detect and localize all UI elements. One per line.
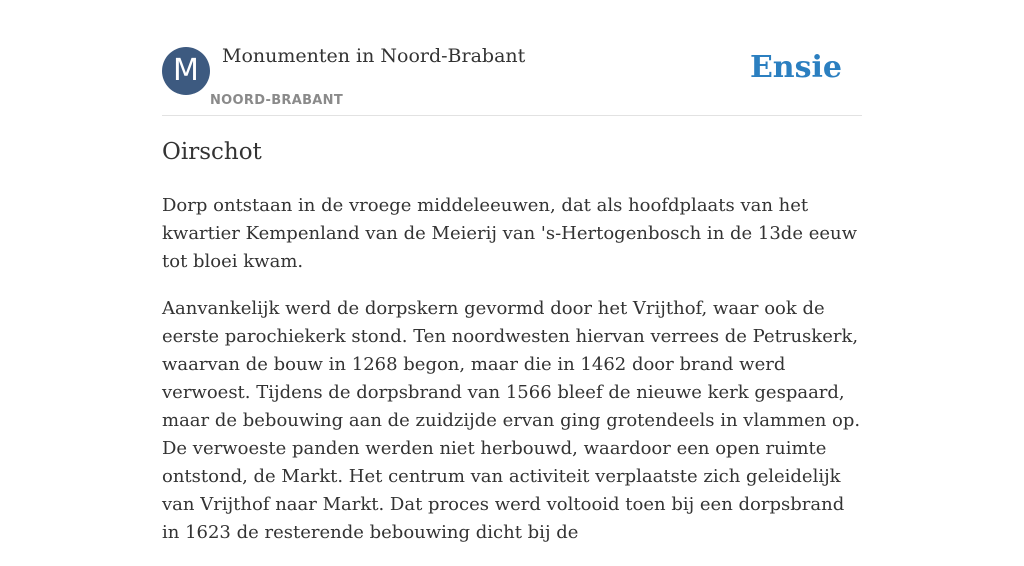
article-title: Oirschot xyxy=(162,139,262,165)
paragraph: Dorp ontstaan in de vroege middeleeuwen, dat als hoofdplaats van het kwartier Kempenland van de Meierij van 's-Hertogenbosch in de 13de eeuw tot bloei kwam. xyxy=(162,195,858,272)
brand-logo[interactable]: Ensie xyxy=(749,50,842,85)
source-title-link[interactable]: Monumenten in Noord-Brabant xyxy=(222,45,526,67)
source-header xyxy=(162,0,862,116)
avatar[interactable]: M xyxy=(162,47,210,95)
source-subtitle: NOORD-BRABANT xyxy=(210,93,344,108)
article-body xyxy=(162,192,862,566)
paragraph: Aanvankelijk werd de dorpskern gevormd door het Vrijthof, waar ook de eerste parochiekerk stond. Ten noordwesten hiervan verrees de Petruskerk, waarvan de bouw in 1268 begon, maar die in 1462 door brand werd verwoest. Tijdens de dorpsbrand van 1566 bleef de nieuwe kerk gespaard, maar de bebouwing aan de zuidzijde ervan ging grotendeels in vlammen op. De verwoeste panden werden niet herbouwd, waardoor een open ruimte ontstond, de Markt. Het centrum van activiteit verplaatste zich geleidelijk van Vrijthof naar Markt. Dat proces werd voltooid toen bij een dorpsbrand in 1623 de resterende bebouwing dicht bij de xyxy=(162,298,861,543)
